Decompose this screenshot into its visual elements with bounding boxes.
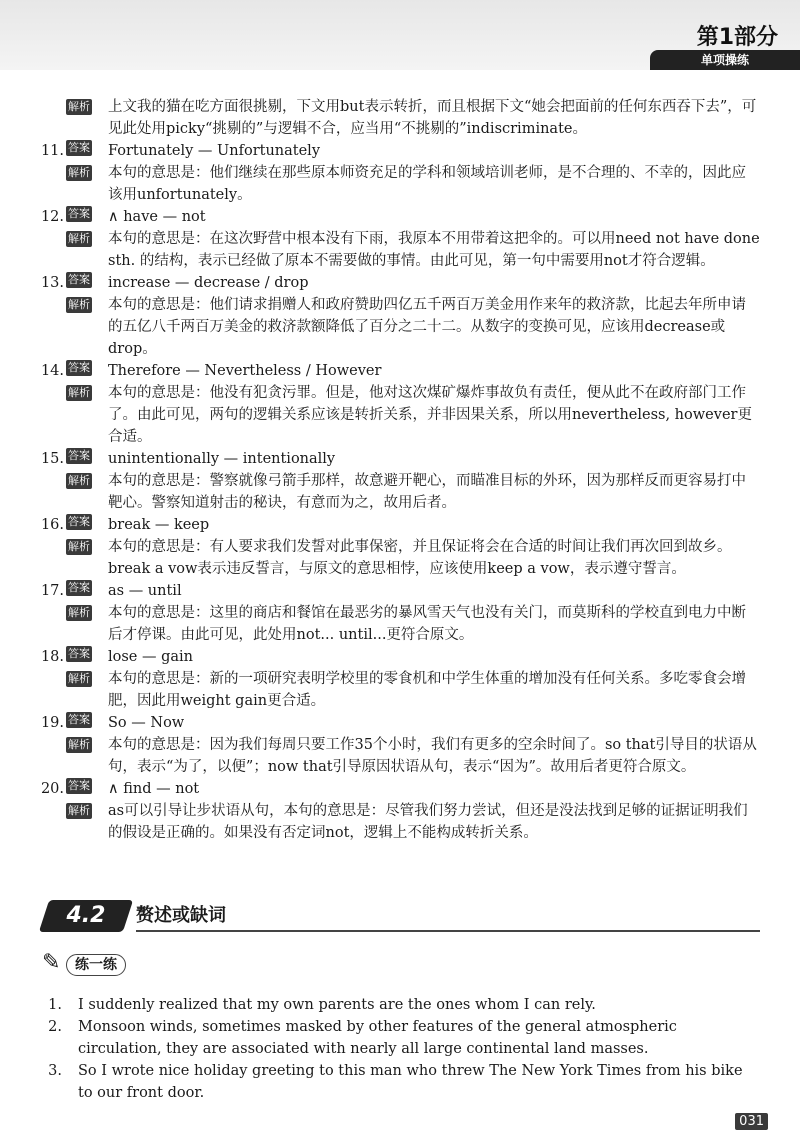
section-heading bbox=[40, 900, 760, 934]
explain-tag: 解析 bbox=[68, 298, 90, 311]
explanation-text: 本句的意思是：警察就像弓箭手那样，故意避开靶心，而瞄准目标的外环，因为那样反而更容易打中靶心。警察知道射击的秘诀，有意而为之，故用后者。 bbox=[108, 473, 746, 511]
question-number: 18. bbox=[40, 649, 64, 665]
explain-tag: 解析 bbox=[68, 100, 90, 113]
explain-tag: 解析 bbox=[68, 672, 90, 685]
answer-tag: 答案 bbox=[68, 779, 90, 792]
explanation-line bbox=[40, 734, 760, 778]
answer-tag: 答案 bbox=[68, 515, 90, 528]
explain-tag: 解析 bbox=[68, 804, 90, 817]
practice-label-text: 练一练 bbox=[66, 954, 126, 976]
explanation-line bbox=[40, 602, 760, 646]
answer-text: increase — decrease / drop bbox=[108, 275, 309, 291]
explanation-text: 本句的意思是：新的一项研究表明学校里的零食机和中学生体重的增加没有任何关系。多吃零食会增肥，因此用weight gain更合适。 bbox=[108, 671, 746, 709]
pencil-icon: ✎ bbox=[42, 950, 61, 975]
question-number: 13. bbox=[40, 275, 64, 291]
answer-text: ∧ have — not bbox=[108, 209, 206, 225]
explanation-line bbox=[40, 668, 760, 712]
page-header bbox=[0, 0, 800, 70]
answer-text: So — Now bbox=[108, 715, 185, 731]
question-number: 20. bbox=[40, 781, 64, 797]
explanation-text: 本句的意思是：有人要求我们发誓对此事保密，并且保证将会在合适的时间让我们再次回到故乡。break a vow表示违反誓言，与原文的意思相悖，应该使用keep a vow，表示遵守誓言。 bbox=[108, 539, 732, 577]
explanation-line bbox=[40, 228, 760, 272]
exercise-number: 1. bbox=[48, 997, 62, 1013]
exercise-text: So I wrote nice holiday greeting to this man who threw The New York Times from his bike to our front door. bbox=[78, 1063, 743, 1101]
exercise-text: Monsoon winds, sometimes masked by other features of the general atmospheric circulation, they are associated with nearly all large continental land masses. bbox=[78, 1019, 677, 1057]
explanation-text: 上文我的猫在吃方面很挑剔，下文用but表示转折，而且根据下文“她会把面前的任何东西吞下去”，可见此处用picky“挑剔的”与逻辑不合，应当用“不挑剔的”indiscriminate。 bbox=[108, 99, 757, 137]
question-number: 14. bbox=[40, 363, 64, 379]
answer-line bbox=[40, 140, 760, 162]
answer-item bbox=[40, 646, 760, 712]
exercise-item bbox=[40, 1016, 760, 1060]
answer-tag: 答案 bbox=[68, 449, 90, 462]
part-title: 第1部分 bbox=[696, 25, 778, 50]
exercise-number: 2. bbox=[48, 1019, 62, 1035]
explain-tag: 解析 bbox=[68, 606, 90, 619]
explain-tag: 解析 bbox=[68, 166, 90, 179]
answer-line bbox=[40, 778, 760, 800]
answer-item bbox=[40, 712, 760, 778]
question-number: 11. bbox=[40, 143, 64, 159]
section-title: 赘述或缺词 bbox=[136, 905, 226, 926]
exercise-item bbox=[40, 1060, 760, 1104]
answer-item bbox=[40, 140, 760, 206]
explain-tag: 解析 bbox=[68, 540, 90, 553]
question-number: 19. bbox=[40, 715, 64, 731]
answer-item bbox=[40, 514, 760, 580]
answer-line bbox=[40, 514, 760, 536]
answer-text: break — keep bbox=[108, 517, 210, 533]
explanation-line bbox=[40, 382, 760, 448]
explanation-line bbox=[40, 470, 760, 514]
answer-tag: 答案 bbox=[68, 207, 90, 220]
answer-line bbox=[40, 712, 760, 734]
question-number: 17. bbox=[40, 583, 64, 599]
explain-tag: 解析 bbox=[68, 232, 90, 245]
explanation-line bbox=[40, 294, 760, 360]
explanation-text: 本句的意思是：这里的商店和餐馆在最恶劣的暴风雪天气也没有关门，而莫斯科的学校直到电力中断后才停课。由此可见，此处用not... until...更符合原文。 bbox=[108, 605, 746, 643]
answer-text: Fortunately — Unfortunately bbox=[108, 143, 321, 159]
answer-line bbox=[40, 360, 760, 382]
answer-line bbox=[40, 448, 760, 470]
question-number: 15. bbox=[40, 451, 64, 467]
answer-text: Therefore — Nevertheless / However bbox=[108, 363, 382, 379]
answer-text: lose — gain bbox=[108, 649, 194, 665]
answer-item bbox=[40, 580, 760, 646]
practice-label bbox=[42, 950, 152, 980]
explanation-text: as可以引导让步状语从句，本句的意思是：尽管我们努力尝试，但还是没法找到足够的证据证明我们的假设是正确的。如果没有否定词not，逻辑上不能构成转折关系。 bbox=[108, 803, 748, 841]
answer-item bbox=[40, 448, 760, 514]
question-number: 12. bbox=[40, 209, 64, 225]
exercise-number: 3. bbox=[48, 1063, 62, 1079]
explanation-text: 本句的意思是：在这次野营中根本没有下雨，我原本不用带着这把伞的。可以用need not have done sth. 的结构，表示已经做了原本不需要做的事情。由此可见，第一句中需要用not才符合逻辑。 bbox=[108, 231, 760, 269]
question-number: 16. bbox=[40, 517, 64, 533]
answer-line bbox=[40, 646, 760, 668]
explain-tag: 解析 bbox=[68, 474, 90, 487]
answer-item bbox=[40, 778, 760, 844]
explanation-text: 本句的意思是：因为我们每周只要工作35个小时，我们有更多的空余时间了。so that引导目的状语从句，表示“为了，以便”；now that引导原因状语从句，表示“因为”。故用后者更符合原文。 bbox=[108, 737, 757, 775]
answer-list bbox=[40, 96, 760, 844]
answer-tag: 答案 bbox=[68, 273, 90, 286]
section-tab: 单项操练 bbox=[650, 50, 800, 70]
answer-line bbox=[40, 272, 760, 294]
answer-tag: 答案 bbox=[68, 361, 90, 374]
answer-line bbox=[40, 580, 760, 602]
explanation-text: 本句的意思是：他没有犯贪污罪。但是，他对这次煤矿爆炸事故负有责任，便从此不在政府部门工作了。由此可见，两句的逻辑关系应该是转折关系，并非因果关系，所以用nevertheless, however更合适。 bbox=[108, 385, 752, 445]
explain-tag: 解析 bbox=[68, 738, 90, 751]
explanation-line bbox=[40, 800, 760, 844]
answer-item bbox=[40, 206, 760, 272]
answer-tag: 答案 bbox=[68, 713, 90, 726]
answer-tag: 答案 bbox=[68, 581, 90, 594]
section-number-badge: 4.2 bbox=[39, 900, 133, 932]
answer-text: unintentionally — intentionally bbox=[108, 451, 336, 467]
exercise-item bbox=[40, 994, 760, 1016]
section-rule bbox=[136, 930, 760, 932]
exercise-list bbox=[40, 994, 760, 1104]
explanation-text: 本句的意思是：他们请求捐赠人和政府赞助四亿五千两百万美金用作来年的救济款，比起去年所申请的五亿八千两百万美金的救济款额降低了百分之二十二。从数字的变换可见，应该用decrease或drop。 bbox=[108, 297, 746, 357]
answer-text: as — until bbox=[108, 583, 182, 599]
answer-line bbox=[40, 206, 760, 228]
answer-text: ∧ find — not bbox=[108, 781, 200, 797]
answer-item bbox=[40, 272, 760, 360]
page-number: 031 bbox=[735, 1113, 768, 1130]
answer-item bbox=[40, 360, 760, 448]
explain-tag: 解析 bbox=[68, 386, 90, 399]
answer-tag: 答案 bbox=[68, 647, 90, 660]
exercise-text: I suddenly realized that my own parents are the ones whom I can rely. bbox=[78, 997, 596, 1013]
intro-explanation bbox=[40, 96, 760, 140]
explanation-line bbox=[40, 536, 760, 580]
answer-tag: 答案 bbox=[68, 141, 90, 154]
explanation-line bbox=[40, 162, 760, 206]
explanation-text: 本句的意思是：他们继续在那些原本师资充足的学科和领域培训老师，是不合理的、不幸的，因此应该用unfortunately。 bbox=[108, 165, 746, 203]
